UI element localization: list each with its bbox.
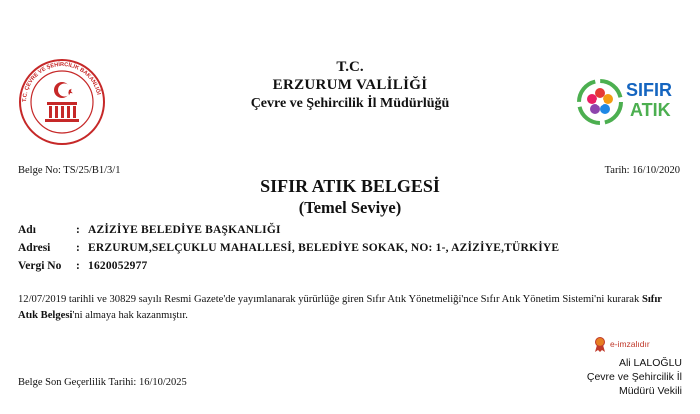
- ribbon-medal-icon: [594, 337, 606, 353]
- field-label-tax-no: Vergi No: [18, 260, 62, 272]
- document-date: Tarih: 16/10/2020: [604, 165, 680, 176]
- field-colon: :: [76, 260, 80, 272]
- logo-text-atik: ATIK: [630, 100, 671, 120]
- header-governorship: ERZURUM VALİLİĞİ: [272, 77, 428, 93]
- signer-name: Ali LALOĞLU: [618, 357, 682, 369]
- field-value-address: ERZURUM,SELÇUKLU MAHALLESİ, BELEDİYE SOKAK, NO: 1-, AZİZİYE,TÜRKİYE: [88, 242, 560, 254]
- field-value-tax-no: 1620052977: [88, 260, 148, 272]
- certificate-statement: [18, 292, 678, 324]
- signer-block: [587, 356, 682, 398]
- field-label-address: Adresi: [18, 242, 51, 254]
- header-tc: T.C.: [336, 59, 364, 75]
- header-directorate: Çevre ve Şehircilik İl Müdürlüğü: [250, 96, 450, 111]
- recycle-flower-icon: [576, 78, 624, 126]
- field-colon: :: [76, 242, 80, 254]
- document-number: Belge No: TS/25/B1/3/1: [18, 165, 121, 176]
- e-signature-badge: [594, 337, 674, 353]
- statement-bold: Sıfır Atık Belgesi: [18, 294, 662, 321]
- signer-title-line2: Müdürü Vekili: [618, 385, 682, 397]
- field-label-name: Adı: [18, 224, 36, 236]
- statement-text-end: 'ni almaya hak kazanmıştır.: [72, 310, 188, 321]
- certificate-title: SIFIR ATIK BELGESİ: [260, 176, 440, 196]
- seal-ring-text: T.C. ÇEVRE VE ŞEHİRCİLİK BAKANLIĞI: [21, 61, 102, 103]
- signer-title-line1: Çevre ve Şehircilik İl: [586, 371, 682, 383]
- statement-text: 12/07/2019 tarihli ve 30829 sayılı Resmi Gazete'de yayımlanarak yürürlüğe giren Sıfır Atık Yönetmeliği'nce Sıfır Atık Yönetim Sistemi'ni kurarak: [18, 294, 642, 305]
- field-colon: :: [76, 224, 80, 236]
- zero-waste-logo: [576, 78, 686, 126]
- field-value-name: AZİZİYE BELEDİYE BAŞKANLIĞI: [88, 224, 281, 236]
- certificate-subtitle: (Temel Seviye): [298, 198, 402, 217]
- validity-date: Belge Son Geçerlilik Tarihi: 16/10/2025: [18, 377, 187, 388]
- logo-text-sifir: SIFIR: [626, 80, 673, 100]
- e-signature-label: e-imzalıdır: [610, 339, 650, 349]
